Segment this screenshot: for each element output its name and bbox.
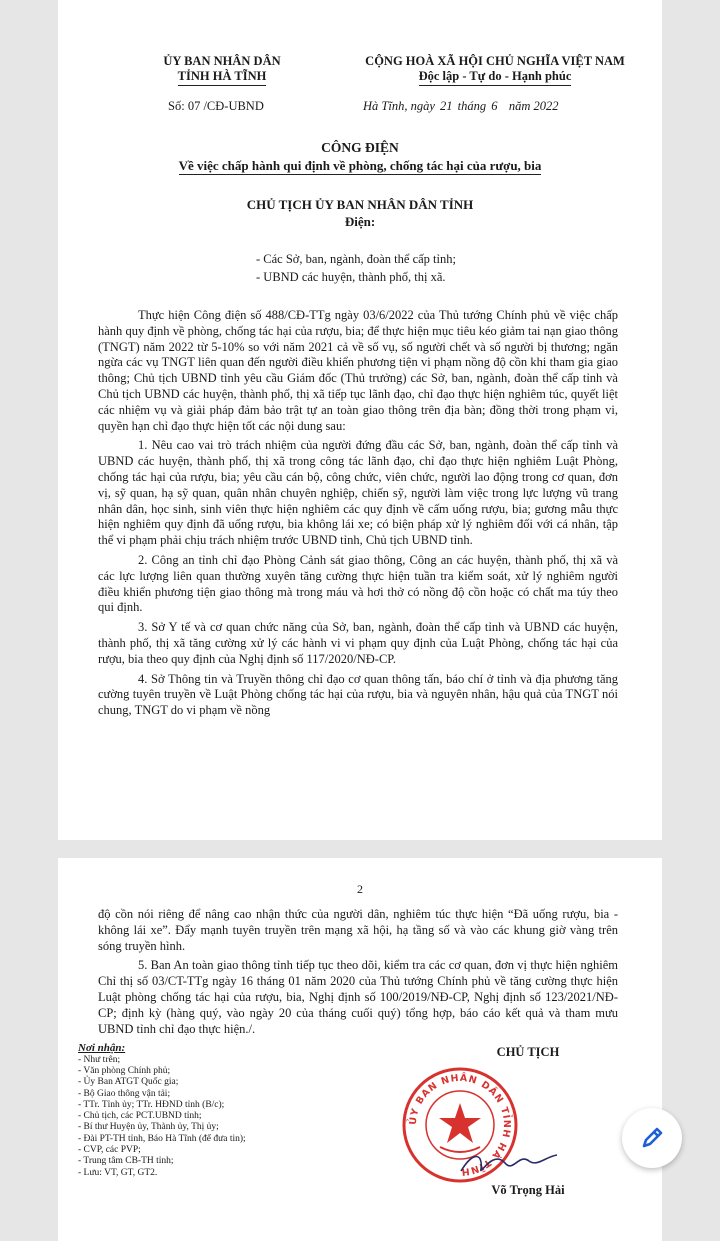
recipient-item: - Ủy Ban ATGT Quốc gia; <box>78 1077 179 1088</box>
nation-line-2: Độc lập - Tự do - Hạnh phúc <box>419 69 572 86</box>
date-place: Hà Tĩnh, ngày <box>363 99 435 113</box>
date-year: năm 2022 <box>508 99 559 113</box>
recipient-item: - Đài PT-TH tỉnh, Báo Hà Tĩnh (để đưa tin); <box>78 1133 246 1144</box>
recipients-block <box>78 1043 246 1179</box>
nation-line-1: CỘNG HOÀ XÃ HỘI CHỦ NGHĨA VIỆT NAM <box>365 54 625 68</box>
document-subtitle: Về việc chấp hành qui định về phòng, chống tác hại của rượu, bia <box>178 158 542 173</box>
date-month-word: tháng <box>457 99 487 113</box>
addressee-item: - UBND các huyện, thành phố, thị xã. <box>256 270 446 284</box>
recipient-item: - Bí thư Huyện ủy, Thành ủy, Thị ủy; <box>78 1122 219 1133</box>
date-day: 21 <box>440 99 453 113</box>
paragraph: 1. Nêu cao vai trò trách nhiệm của người đứng đầu các Sở, ban, ngành, đoàn thể cấp tỉnh và UBND các huyện, thành phố, thị xã trong công tác lãnh đạo, chỉ đạo thực hiện nghiêm Luật Phòng, chống tác hại của rượu, bia; yêu cầu cán bộ, công chức, viên chức, người lao động trong cơ quan, đơn vị, sỹ quan, hạ sỹ quan, quân nhân chuyên nghiệp, chiến sỹ, người làm việc trong lực lượng vũ trang nhân dân, học sinh, sinh viên thực hiện nghiêm các quy định về cấm uống rượu, bia; gương mẫu thực hiện nghiêm quy định đã uống rượu, bia không lái xe; có biện pháp xử lý nghiêm đối với cá nhân, tập thể vi phạm phải chịu trách nhiệm trước UBND tỉnh, Chủ tịch UBND tỉnh. <box>98 438 618 548</box>
page-number: 2 <box>357 882 363 896</box>
handwritten-signature-icon <box>453 1143 563 1183</box>
ref-code: /CĐ-UBND <box>203 99 264 113</box>
recipient-item: - Như trên; <box>78 1054 121 1065</box>
national-motto <box>328 54 662 86</box>
recipient-item: - CVP, các PVP; <box>78 1145 141 1156</box>
document-page-1 <box>58 0 662 840</box>
recipient-item: - Trung tâm CB-TH tỉnh; <box>78 1156 174 1167</box>
ref-prefix: Số: <box>168 99 185 113</box>
addressee-label: Điện: <box>344 214 376 229</box>
document-date <box>363 99 559 114</box>
date-month: 6 <box>491 99 498 113</box>
recipient-item: - Bộ Giao thông vận tải; <box>78 1088 171 1099</box>
document-header <box>58 44 662 148</box>
paragraph: Thực hiện Công điện số 488/CĐ-TTg ngày 03/6/2022 của Thủ tướng Chính phủ về việc chấp hành quy định về phòng, chống tác hại của rượu, bia; để thực hiện mục tiêu kéo giảm tai nạn giao thông (TNGT) năm 2022 từ 5-10% so với năm 2021 cả về số vụ, số người chết và số người bị thương; ngăn ngừa các vụ TNGT liên quan đến người điều khiển phương tiện vi phạm nồng độ cồn khi tham gia giao thông; Chủ tịch UBND tỉnh yêu cầu Giám đốc (Thủ trưởng) các Sở, ban, ngành, đoàn thể cấp tỉnh và Chủ tịch UBND các huyện, thành phố, thị xã tiếp tục lãnh đạo, chỉ đạo thực hiện nghiêm túc, quyết liệt các nhiệm vụ và giải pháp đảm bảo trật tự an toàn giao thông trên địa bàn; đồng thời trong phạm vi, quyền hạn chỉ đạo thực hiện tốt các nội dung sau: <box>98 308 618 433</box>
org-line-1: ỦY BAN NHÂN DÂN <box>163 54 281 68</box>
paragraph: 3. Sở Y tế và cơ quan chức năng của Sở, ban, ngành, đoàn thể cấp tỉnh và UBND các huyện, thành phố, thị xã tăng cường xử lý các hành vi vi phạm quy định của Luật Phòng, chống tác hại của rượu, bia theo quy định của Nghị định số 117/2020/NĐ-CP. <box>98 620 618 666</box>
document-reference <box>168 99 264 114</box>
recipients-label: Nơi nhận: <box>78 1042 126 1055</box>
document-page-2 <box>58 858 662 1241</box>
document-title: CÔNG ĐIỆN <box>321 140 399 155</box>
recipient-item: - Chủ tịch, các PCT.UBND tỉnh; <box>78 1111 202 1122</box>
pencil-icon <box>637 1123 667 1153</box>
signer-title: CHỦ TỊCH <box>496 1045 560 1060</box>
paragraph: 5. Ban An toàn giao thông tỉnh tiếp tục theo dõi, kiểm tra các cơ quan, đơn vị thực hiện nghiêm Chỉ thị số 03/CT-TTg ngày 16 tháng 01 năm 2020 của Thủ tướng Chính phủ về tăng cường thực hiện Luật phòng chống tác hại của rượu, bia, Nghị định số 100/2019/NĐ-CP, Nghị định số 123/2021/NĐ-CP; định kỳ (hàng quý, vào ngày 20 của tháng cuối quý) tổng hợp, báo cáo kết quả và tham mưu UBND tỉnh chỉ đạo thực hiện./. <box>98 958 618 1036</box>
sender: CHỦ TỊCH ỦY BAN NHÂN DÂN TỈNH <box>246 197 474 212</box>
addressee-item: - Các Sở, ban, ngành, đoàn thể cấp tỉnh; <box>256 252 456 266</box>
edit-fab-button[interactable] <box>622 1108 682 1168</box>
seal-text: ỦY BAN NHÂN DÂN TỈNH HÀ TĨNH <box>407 1073 513 1178</box>
addressee-list <box>256 250 662 286</box>
recipient-item: - TTr. Tỉnh ủy; TTr. HĐND tỉnh (B/c); <box>78 1099 225 1110</box>
recipient-item: - Lưu: VT, GT, GT2. <box>78 1167 158 1178</box>
document-body <box>98 308 618 719</box>
issuing-authority <box>132 54 312 86</box>
document-footer <box>58 1043 662 1213</box>
recipient-item: - Văn phòng Chính phủ; <box>78 1065 171 1076</box>
ref-number: 07 <box>187 99 201 113</box>
paragraph: 2. Công an tỉnh chỉ đạo Phòng Cảnh sát giao thông, Công an các huyện, thành phố, thị xã và các lực lượng liên quan thường xuyên tăng cường thực hiện tuần tra kiểm soát, xử lý nghiêm người điều khiển phương tiện giao thông mà trong máu và hơi thở có nồng độ cồn hoặc có chất ma túy theo qui định. <box>98 552 618 615</box>
org-line-2: TỈNH HÀ TĨNH <box>178 69 267 86</box>
document-body-continued <box>98 907 618 1037</box>
signer-name: Võ Trọng Hải <box>491 1183 565 1198</box>
paragraph: độ cồn nói riêng để nâng cao nhận thức của người dân, nghiêm túc thực hiện “Đã uống rượu, bia - không lái xe”. Đẩy mạnh tuyên truyền trên mạng xã hội, hạ tầng số và vào các khung giờ vàng trên sóng truyền hình. <box>98 907 618 953</box>
paragraph: 4. Sở Thông tin và Truyền thông chỉ đạo cơ quan thông tấn, báo chí ở tỉnh và địa phương tăng cường tuyên truyền về Luật Phòng chống tác hại của rượu, bia và nguyên nhân, hậu quả của TNGT nói chung, TNGT do vi phạm về nồng <box>98 671 618 718</box>
